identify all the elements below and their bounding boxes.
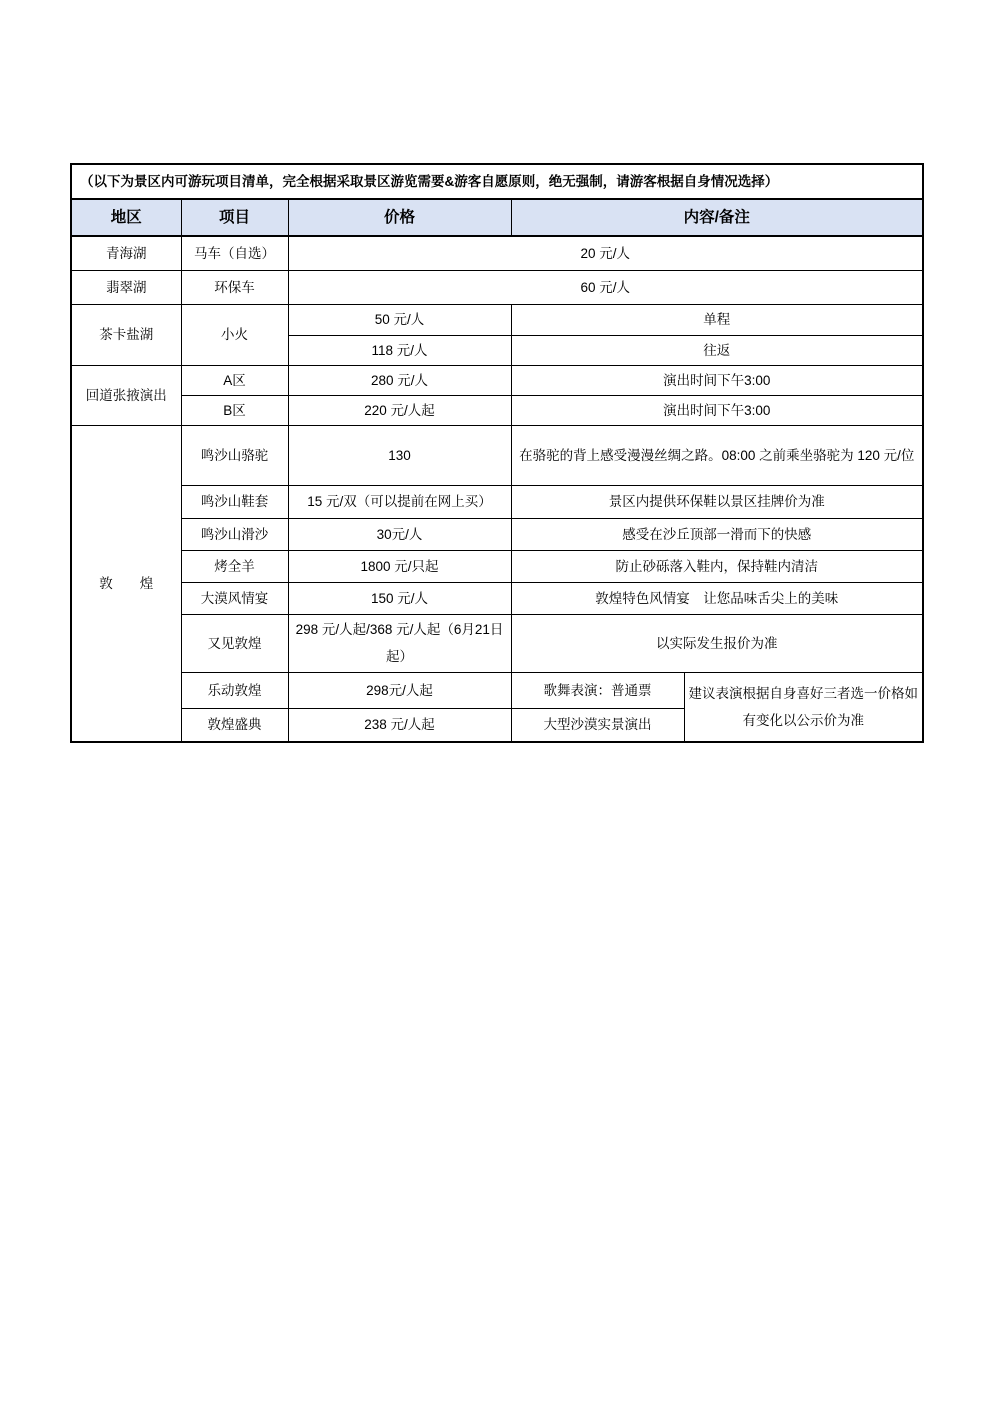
cell-item-damo: 大漠风情宴: [181, 582, 288, 614]
tour-price-table: [70, 163, 924, 743]
cell-item-youjian: 又见敦煌: [181, 614, 288, 672]
cell-region-chaka: 茶卡盐湖: [71, 304, 181, 365]
cell-content-kaoquanyang: 防止砂砾落入鞋内，保持鞋内清洁: [511, 550, 923, 582]
cell-item-xietao: 鸣沙山鞋套: [181, 485, 288, 518]
cell-price-youjian: 298 元/人起/368 元/人起（6月21日起）: [288, 614, 511, 672]
cell-price-huasha: 30元/人: [288, 518, 511, 550]
cell-content-huasha: 感受在沙丘顶部一滑而下的快感: [511, 518, 923, 550]
cell-item-xiaohuo: 小火: [181, 304, 288, 365]
col-header-price: 价格: [288, 199, 511, 236]
cell-region-huidao: 回道张掖演出: [71, 365, 181, 425]
cell-content-luotuo: 在骆驼的背上感受漫漫丝绸之路。08:00 之前乘坐骆驼为 120 元/位: [511, 425, 923, 485]
table-row: [71, 270, 923, 304]
cell-item-zone-b: B区: [181, 395, 288, 425]
table-row: [71, 425, 923, 485]
cell-price-qinghaihu: 20 元/人: [288, 236, 923, 270]
cell-price-xiaohuo-roundtrip: 118 元/人: [288, 335, 511, 365]
table-row: [71, 485, 923, 518]
cell-content-zone-b: 演出时间下午3:00: [511, 395, 923, 425]
cell-price-zone-b: 220 元/人起: [288, 395, 511, 425]
cell-item-machе: 马车（自选）: [181, 236, 288, 270]
cell-content-xiaohuo-oneway: 单程: [511, 304, 923, 335]
table-row: [71, 582, 923, 614]
cell-region-feicuihu: 翡翠湖: [71, 270, 181, 304]
cell-item-zone-a: A区: [181, 365, 288, 395]
cell-price-kaoquanyang: 1800 元/只起: [288, 550, 511, 582]
cell-shows-note: 建议表演根据自身喜好三者选一价格如有变化以公示价为准: [684, 672, 923, 742]
col-header-region: 地区: [71, 199, 181, 236]
table-row: [71, 365, 923, 395]
cell-content-youjian: 以实际发生报价为准: [511, 614, 923, 672]
cell-content-damo: 敦煌特色风情宴 让您品味舌尖上的美味: [511, 582, 923, 614]
cell-item-shengdian: 敦煌盛典: [181, 708, 288, 742]
table-row: [71, 236, 923, 270]
cell-item-huanbaoche: 环保车: [181, 270, 288, 304]
cell-price-xietao: 15 元/双（可以提前在网上买）: [288, 485, 511, 518]
cell-region-qinghaihu: 青海湖: [71, 236, 181, 270]
table-row: [71, 614, 923, 672]
cell-price-shengdian: 238 元/人起: [288, 708, 511, 742]
table-row: [71, 518, 923, 550]
cell-item-luotuo: 鸣沙山骆驼: [181, 425, 288, 485]
cell-content-xiaohuo-roundtrip: 往返: [511, 335, 923, 365]
cell-content-shengdian: 大型沙漠实景演出: [511, 708, 684, 742]
cell-content-ledong: 歌舞表演：普通票: [511, 672, 684, 708]
cell-price-damo: 150 元/人: [288, 582, 511, 614]
cell-price-luotuo: 130: [288, 425, 511, 485]
table-row: [71, 395, 923, 425]
table-row: [71, 550, 923, 582]
cell-price-xiaohuo-oneway: 50 元/人: [288, 304, 511, 335]
table-title-note: （以下为景区内可游玩项目清单，完全根据采取景区游览需要&游客自愿原则，绝无强制，请游客根据自身情况选择）: [71, 164, 923, 199]
cell-item-ledong: 乐动敦煌: [181, 672, 288, 708]
cell-price-ledong: 298元/人起: [288, 672, 511, 708]
cell-item-kaoquanyang: 烤全羊: [181, 550, 288, 582]
table-row: [71, 304, 923, 335]
cell-price-zone-a: 280 元/人: [288, 365, 511, 395]
col-header-item: 项目: [181, 199, 288, 236]
table-row: [71, 672, 923, 708]
cell-item-huasha: 鸣沙山滑沙: [181, 518, 288, 550]
cell-price-feicuihu: 60 元/人: [288, 270, 923, 304]
col-header-content: 内容/备注: [511, 199, 923, 236]
cell-content-zone-a: 演出时间下午3:00: [511, 365, 923, 395]
cell-content-xietao: 景区内提供环保鞋以景区挂牌价为准: [511, 485, 923, 518]
cell-region-dunhuang: 敦 煌: [71, 425, 181, 742]
